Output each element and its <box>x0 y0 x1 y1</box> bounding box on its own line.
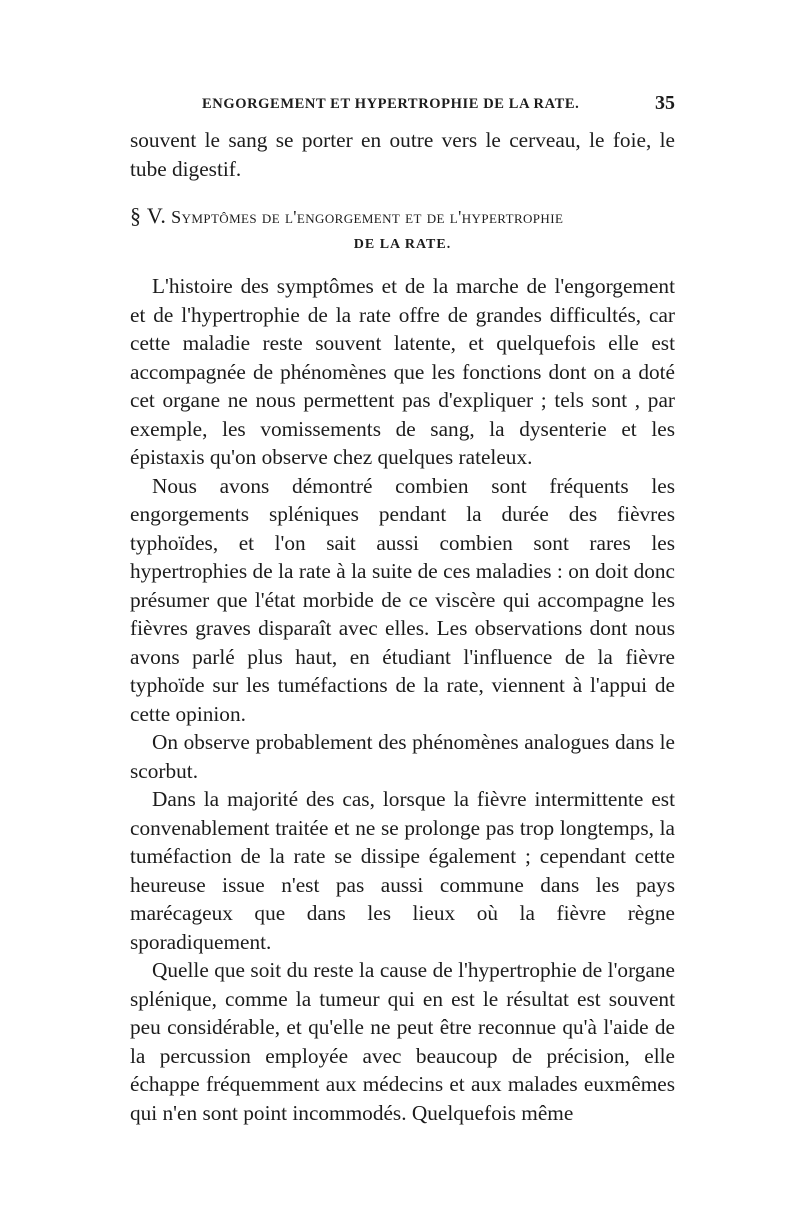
running-title: ENGORGEMENT ET HYPERTROPHIE DE LA RATE. <box>202 96 580 112</box>
section-mark: § V. <box>130 203 167 228</box>
page-number: 35 <box>655 92 675 114</box>
paragraph: On observe probablement des phénomènes analogues dans le scorbut. <box>130 730 675 783</box>
paragraph: L'histoire des symptômes et de la marche de l'engorgement et de l'hypertrophie de la rate offre de grandes difficultés, car cette maladie reste souvent latente, et quelquefois elle est accompagnée de phénomènes que les fonctions dont on a doté cet organe ne nous permettent pas d'expliquer ; tels sont , par exemple, les vomissements de sang, la dysenterie et les épistaxis qu'on observe chez quelques rateleux. <box>130 274 675 469</box>
section-heading <box>130 201 675 258</box>
paragraph-continuation: souvent le sang se porter en outre vers le cerveau, le foie, le tube digestif. <box>130 128 675 181</box>
paragraph: Nous avons démontré combien sont fréquents les engorgements spléniques pendant la durée des fièvres typhoïdes, et l'on sait aussi combien sont rares les hypertrophies de la rate à la suite de ces maladies : on doit donc présumer que l'état morbide de ce viscère qui accompagne les fièvres graves disparaît avec elles. Les observations dont nous avons parlé plus haut, en étudiant l'influence de la fièvre typhoïde sur les tuméfactions de la rate, viennent à l'appui de cette opinion. <box>130 473 675 726</box>
section-title: Symptômes de l'engorgement et de l'hypertrophie <box>171 207 564 227</box>
running-head <box>130 92 675 126</box>
section-heading-line-1 <box>130 201 675 232</box>
paragraph: Quelle que soit du reste la cause de l'hypertrophie de l'organe splénique, comme la tumeur qui en est le résultat est souvent peu considérable, et qu'elle ne peut être reconnue qu'à l'aide de la percussion employée avec beaucoup de précision, elle échappe fréquemment aux médecins et aux malades euxmêmes qui n'en sont point incommodés. Quelquefois même <box>130 958 675 1125</box>
section-subtitle: DE LA RATE. <box>353 237 452 252</box>
book-page <box>130 92 675 1125</box>
paragraph: Dans la majorité des cas, lorsque la fièvre intermittente est convenablement traitée et ne se prolonge pas trop longtemps, la tuméfaction de la rate se dissipe également ; cependant cette heureuse issue n'est pas aussi commune dans les pays marécageux que dans les lieux où la fièvre règne sporadiquement. <box>130 787 675 954</box>
